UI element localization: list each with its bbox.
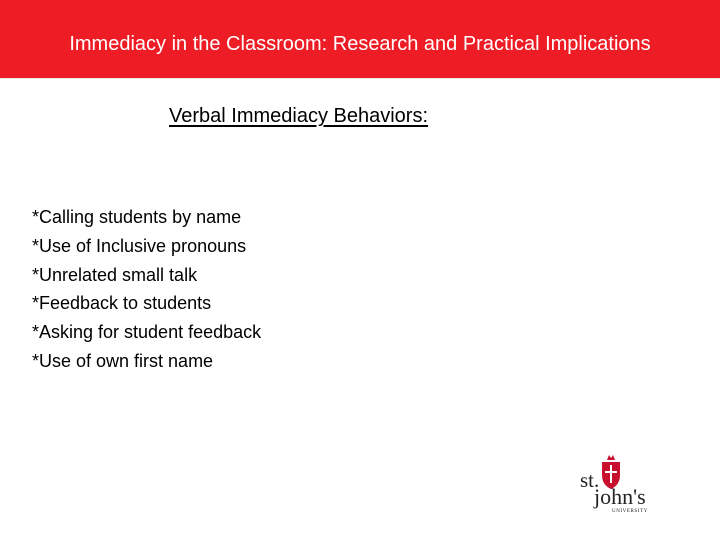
bullet-item: *Use of own first name	[32, 350, 214, 371]
bullet-item: *Calling students by name	[32, 207, 242, 227]
logo-wordmark-st: st.	[580, 468, 600, 492]
st-johns-university-logo	[578, 455, 660, 515]
bullet-item: *Unrelated small talk	[32, 264, 198, 285]
title-bar	[0, 0, 720, 79]
slide-title: Immediacy in the Classroom: Research and Practical Implications	[69, 33, 651, 55]
bullet-list	[32, 203, 261, 376]
bullet-item: *Asking for student feedback	[32, 322, 262, 343]
logo-wordmark-johns: john's	[594, 484, 646, 509]
logo-graphic	[578, 455, 660, 515]
section-heading: Verbal Immediacy Behaviors:	[169, 105, 429, 127]
logo-wordmark-university: UNIVERSITY	[612, 509, 648, 514]
bullet-item: *Use of Inclusive pronouns	[32, 235, 247, 256]
bullet-item: *Feedback to students	[32, 293, 212, 314]
